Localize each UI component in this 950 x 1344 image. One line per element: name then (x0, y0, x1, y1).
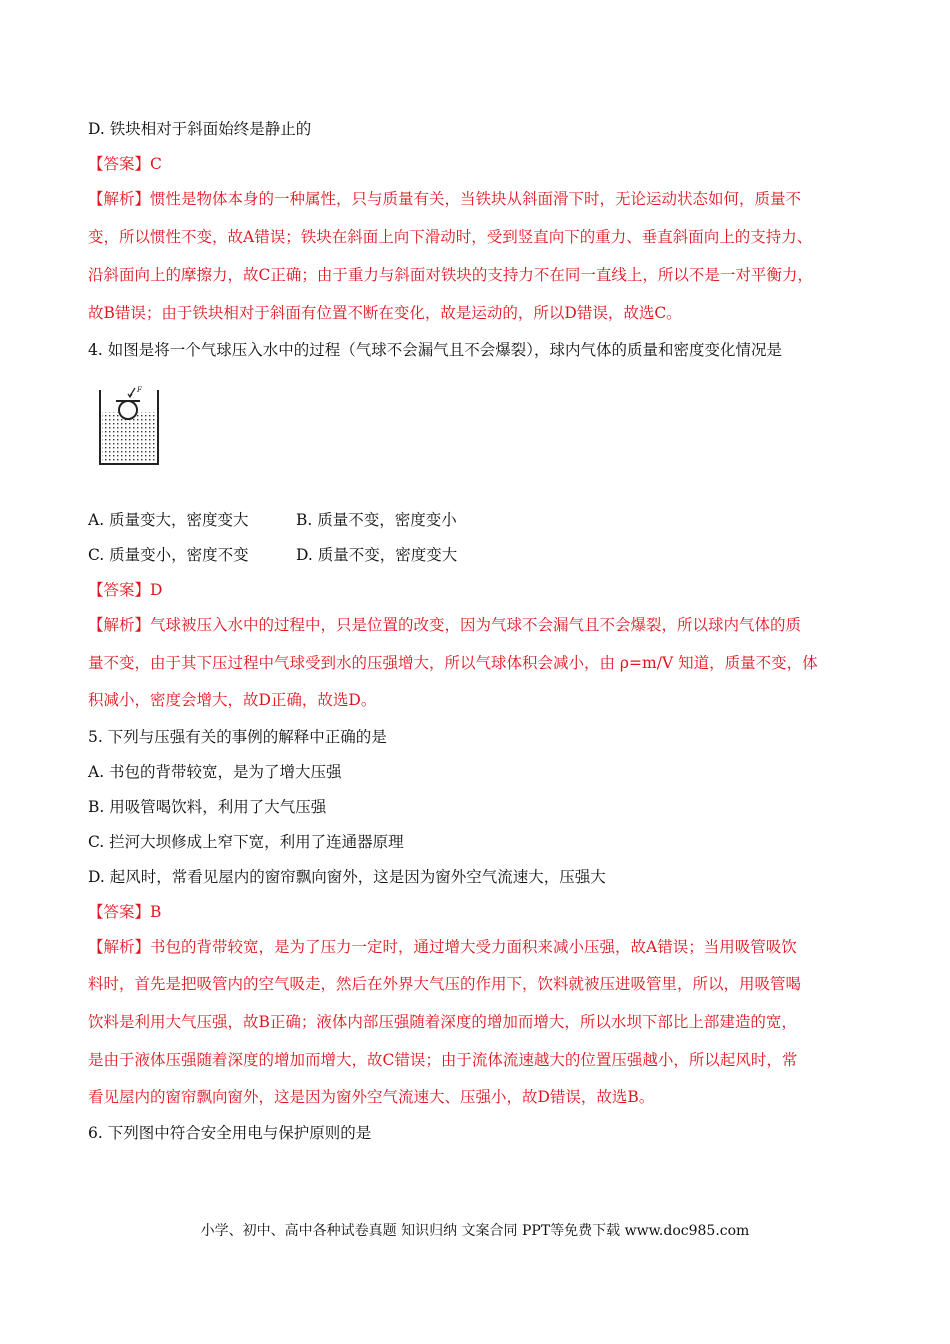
q4-analysis-line: 【解析】气球被压入水中的过程中，只是位置的改变，因为气球不会漏气且不会爆裂，所以球内气体的质 (88, 616, 802, 634)
q4-option-b: B. 质量不变，密度变小 (296, 511, 457, 529)
q4-option-a: A. 质量变大，密度变大 (88, 511, 249, 529)
q4-analysis-line: 量不变，由于其下压过程中气球受到水的压强增大，所以气球体积会减小，由 ρ=m/V 知道，质量不变，体 (88, 654, 818, 672)
q5-option-d: D. 起风时，常看见屋内的窗帘飘向窗外，这是因为窗外空气流速大，压强大 (88, 868, 606, 886)
force-label: F (137, 386, 142, 394)
q4-answer: 【答案】D (88, 581, 163, 599)
q3-option-d: D. 铁块相对于斜面始终是静止的 (88, 120, 312, 138)
q6-stem: 6. 下列图中符合安全用电与保护原则的是 (88, 1124, 372, 1142)
q5-analysis-line: 饮料是利用大气压强，故B正确；液体内部压强随着深度的增加而增大，所以水坝下部比上部建造的宽， (88, 1013, 797, 1031)
q5-option-a: A. 书包的背带较宽，是为了增大压强 (88, 763, 342, 781)
balloon-in-water-figure (96, 382, 162, 466)
q5-analysis-line: 料时，首先是把吸管内的空气吸走，然后在外界大气压的作用下，饮料就被压进吸管里，所以，用吸管喝 (88, 975, 802, 993)
q5-analysis-line: 【解析】书包的背带较宽，是为了压力一定时，通过增大受力面积来减小压强，故A错误；当用吸管吸饮 (88, 938, 797, 956)
q3-analysis-line: 变，所以惯性不变，故A错误；铁块在斜面上向下滑动时，受到竖直向下的重力、垂直斜面向上的支持力、 (88, 228, 813, 246)
balloon (119, 401, 137, 419)
q5-analysis-line: 是由于液体压强随着深度的增加而增大，故C错误；由于流体流速越大的位置压强越小，所以起风时，常 (88, 1051, 798, 1069)
q4-option-c: C. 质量变小，密度不变 (88, 546, 249, 564)
q4-stem: 4. 如图是将一个气球压入水中的过程（气球不会漏气且不会爆裂），球内气体的质量和密度变化情况是 (88, 341, 782, 359)
q3-analysis-line: 故B错误；由于铁块相对于斜面有位置不断在变化，故是运动的，所以D错误，故选C。 (88, 304, 682, 322)
q5-analysis-line: 看见屋内的窗帘飘向窗外，这是因为窗外空气流速大、压强小，故D错误，故选B。 (88, 1088, 655, 1106)
q5-option-b: B. 用吸管喝饮料，利用了大气压强 (88, 798, 327, 816)
page-footer: 小学、初中、高中各种试卷真题 知识归纳 文案合同 PPT等免费下载 www.doc985.com (200, 1223, 750, 1239)
q5-option-c: C. 拦河大坝修成上窄下宽，利用了连通器原理 (88, 833, 404, 851)
q4-option-d: D. 质量不变，密度变大 (296, 546, 458, 564)
q5-answer: 【答案】B (88, 903, 162, 921)
q5-stem: 5. 下列与压强有关的事例的解释中正确的是 (88, 728, 387, 746)
q3-answer: 【答案】C (88, 155, 162, 173)
q3-analysis-line: 沿斜面向上的摩擦力，故C正确；由于重力与斜面对铁块的支持力不在同一直线上，所以不是一对平衡力， (88, 266, 813, 284)
q3-analysis-line: 【解析】惯性是物体本身的一种属性，只与质量有关，当铁块从斜面滑下时，无论运动状态如何，质量不 (88, 190, 802, 208)
q4-analysis-line: 积减小，密度会增大，故D正确，故选D。 (88, 691, 377, 709)
